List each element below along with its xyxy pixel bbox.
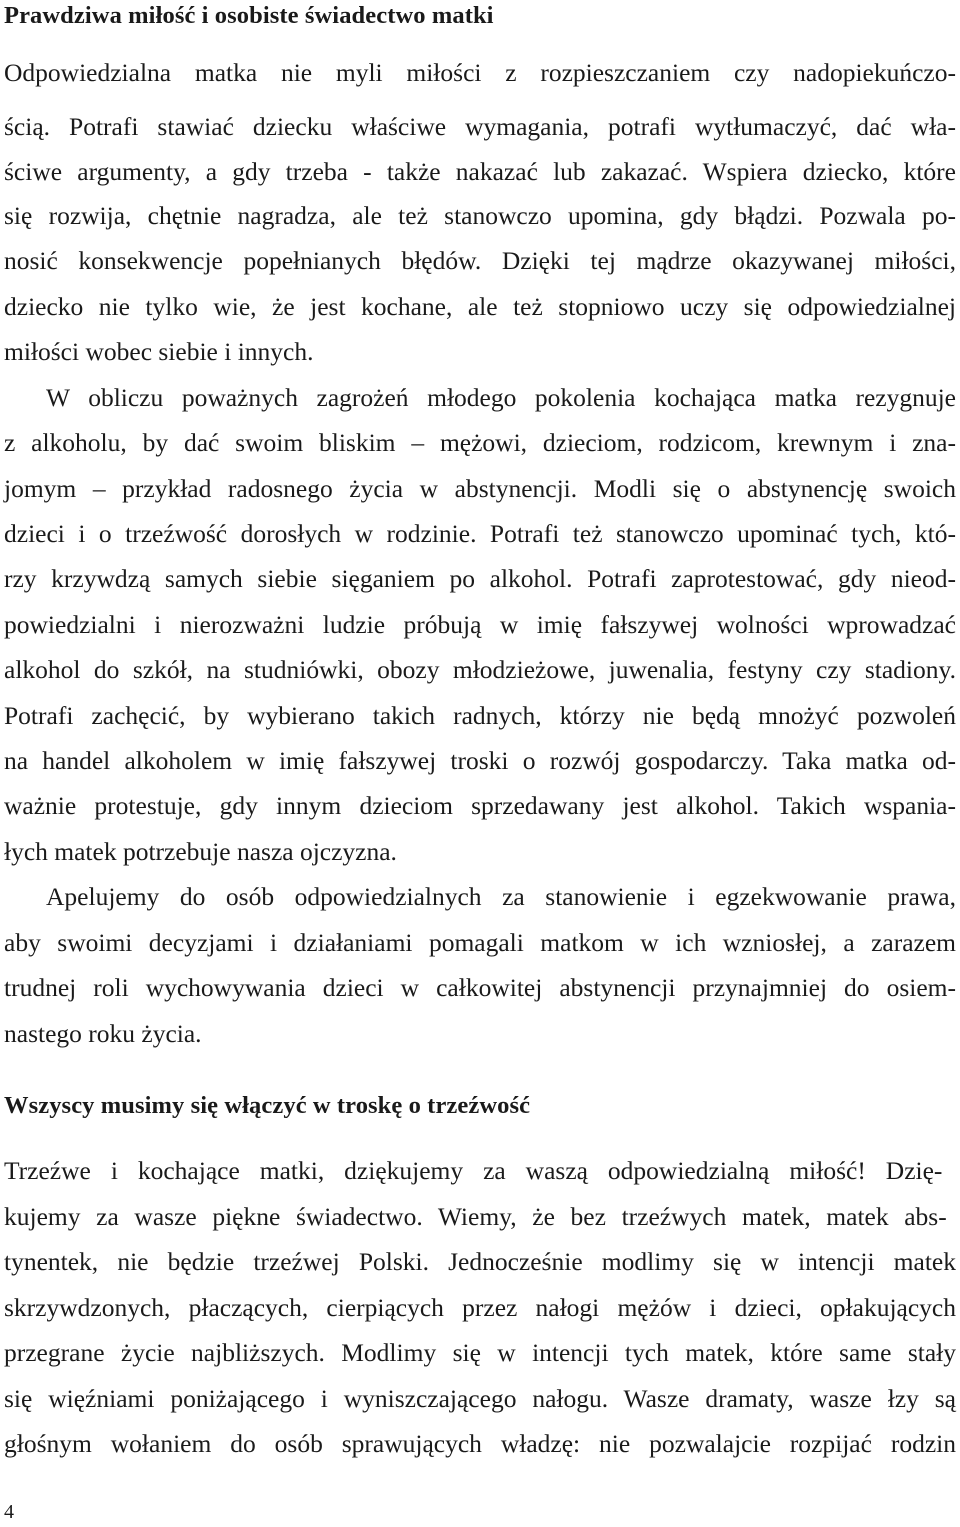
text-line: Trzeźwe i kochające matki, dziękujemy za waszą odpowiedzialną miłość! Dzię- bbox=[4, 1156, 943, 1185]
text-line: się rozwija, chętnie nagradza, ale też stanowczo upomina, gdy błądzi. Pozwala po- bbox=[4, 201, 956, 230]
text-line: kujemy za wasze piękne świadectwo. Wiemy, że bez trzeźwych matek, matek abs- bbox=[4, 1202, 947, 1231]
text-line: Apelujemy do osób odpowiedzialnych za stanowienie i egzekwowanie prawa, bbox=[46, 882, 956, 911]
text-line: alkohol do szkół, na studniówki, obozy młodzieżowe, juwenalia, festyny czy stadiony. bbox=[4, 655, 956, 684]
text-line: Odpowiedzialna matka nie myli miłości z rozpieszczaniem czy nadopiekuńczo- bbox=[4, 58, 956, 87]
text-line: przegrane życie najbliższych. Modlimy się w intencji tych matek, które same stały bbox=[4, 1338, 956, 1367]
text-line: się więźniami poniżającego i wyniszczającego nałogu. Wasze dramaty, wasze łzy są bbox=[4, 1384, 956, 1413]
text-line: nosić konsekwencje popełnianych błędów. Dzięki tej mądrze okazywanej miłości, bbox=[4, 246, 956, 275]
text-line: W obliczu poważnych zagrożeń młodego pokolenia kochająca matka rezygnuje bbox=[46, 383, 956, 412]
text-line: dzieci i o trzeźwość dorosłych w rodzinie. Potrafi też stanowczo upominać tych, któ- bbox=[4, 519, 956, 548]
text-line: ważnie protestuje, gdy innym dzieciom sprzedawany jest alkohol. Takich wspania- bbox=[4, 791, 956, 820]
text-line: powiedzialni i nierozważni ludzie próbują w imię fałszywej wolności wprowadzać bbox=[4, 610, 956, 639]
text-line: aby swoimi decyzjami i działaniami pomagali matkom w ich wzniosłej, a zarazem bbox=[4, 928, 956, 957]
text-line: ściwe argumenty, a gdy trzeba - także nakazać lub zakazać. Wspiera dziecko, które bbox=[4, 157, 956, 186]
text-line: skrzywdzonych, płaczących, cierpiących przez nałogi mężów i dzieci, opłakujących bbox=[4, 1293, 956, 1322]
text-line: łych matek potrzebuje nasza ojczyzna. bbox=[4, 837, 397, 866]
text-line: rzy krzywdzą samych siebie sięganiem po alkohol. Potrafi zaprotestować, gdy nieod- bbox=[4, 564, 956, 593]
text-line: nastego roku życia. bbox=[4, 1019, 202, 1048]
text-line: ścią. Potrafi stawiać dziecku właściwe wymagania, potrafi wytłumaczyć, dać wła- bbox=[4, 112, 956, 141]
text-line: głośnym wołaniem do osób sprawujących władzę: nie pozwalajcie rozpijać rodzin bbox=[4, 1429, 956, 1458]
page-number: 4 bbox=[4, 1501, 14, 1523]
text-line: miłości wobec siebie i innych. bbox=[4, 337, 314, 366]
text-line: jomym – przykład radosnego życia w abstynencji. Modli się o abstynencję swoich bbox=[4, 474, 956, 503]
text-line: Potrafi zachęcić, by wybierano takich radnych, którzy nie będą mnożyć pozwoleń bbox=[4, 701, 956, 730]
text-line: dziecko nie tylko wie, że jest kochane, ale też stopniowo uczy się odpowiedzialnej bbox=[4, 292, 956, 321]
section-heading: Prawdziwa miłość i osobiste świadectwo matki bbox=[4, 2, 494, 29]
text-line: trudnej roli wychowywania dzieci w całkowitej abstynencji przynajmniej do osiem- bbox=[4, 973, 956, 1002]
text-line: tynentek, nie będzie trzeźwej Polski. Jednocześnie modlimy się w intencji matek bbox=[4, 1247, 956, 1276]
section-heading: Wszyscy musimy się włączyć w troskę o trzeźwość bbox=[4, 1092, 531, 1119]
text-line: z alkoholu, by dać swoim bliskim – mężowi, dzieciom, rodzicom, krewnym i zna- bbox=[4, 428, 956, 457]
text-line: na handel alkoholem w imię fałszywej troski o rozwój gospodarczy. Taka matka od- bbox=[4, 746, 956, 775]
